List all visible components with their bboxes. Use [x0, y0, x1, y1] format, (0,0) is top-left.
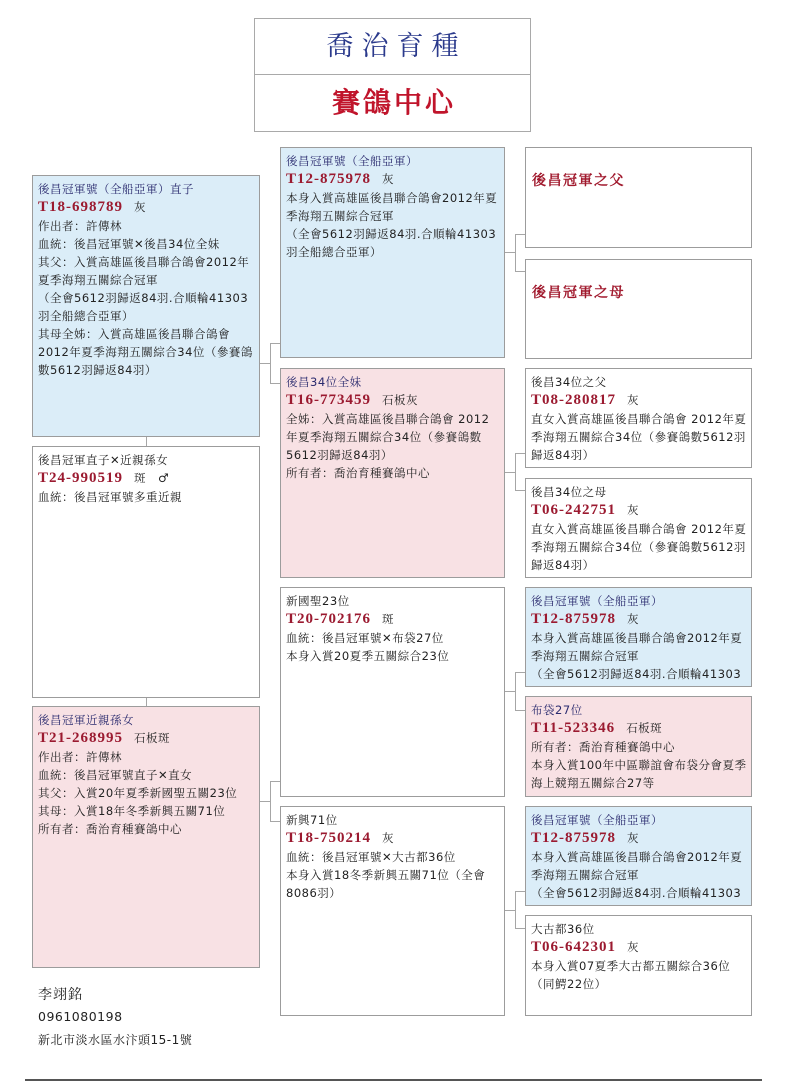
ring-number: T16-773459	[286, 392, 371, 408]
connector-line	[515, 234, 525, 235]
ring-line	[531, 829, 747, 848]
ring-line	[38, 729, 255, 748]
card-title: 後昌冠軍直子✕近親孫女	[38, 453, 169, 467]
ring-line	[286, 170, 500, 189]
card-title: 新國聖23位	[286, 594, 350, 608]
card-title: 後昌34位全妹	[286, 375, 362, 389]
pedigree-card-sire-sire-sire	[525, 147, 752, 248]
connector-line	[505, 252, 515, 253]
card-detail-line: 其母全姊：入賞高雄區後昌聯合鴿會2012年夏季海翔五關綜合34位（參賽鴿數5612羽歸返84羽）	[38, 327, 253, 377]
connector-line	[260, 363, 270, 364]
card-detail-line: 直女入賞高雄區後昌聯合鴿會 2012年夏季海翔五關綜合34位（參賽鴿數5612羽歸返84羽）	[531, 522, 747, 572]
connector-line	[515, 928, 525, 929]
connector-line	[270, 343, 280, 344]
pedigree-card-sire-dam	[280, 368, 505, 578]
ring-number: T24-990519	[38, 470, 123, 486]
plumage-color: 灰	[627, 612, 639, 626]
pedigree-card-dam-sire	[280, 587, 505, 797]
plumage-color: 斑	[382, 612, 394, 626]
ring-number: T08-280817	[531, 392, 616, 408]
ring-line	[286, 829, 500, 848]
owner-address: 新北市淡水區水汴頭15-1號	[38, 1033, 193, 1047]
loft-name: 喬治育種	[255, 19, 530, 75]
connector-line	[270, 383, 280, 384]
card-title: 布袋27位	[531, 703, 583, 717]
card-title: 後昌冠軍號（全船亞軍）	[531, 594, 663, 608]
pedigree-card-sire-dam-sire	[525, 368, 752, 468]
ring-number: T18-698789	[38, 199, 123, 215]
card-detail-line: 其父：入賞20年夏季新國聖五關23位	[38, 786, 238, 800]
card-detail-line: 本身入賞100年中區聯誼會布袋分會夏季海上競翔五關綜合27等	[531, 758, 747, 790]
ring-number: T12-875978	[531, 611, 616, 627]
loft-subtitle: 賽鴿中心	[331, 86, 456, 119]
plumage-color: 石板灰	[382, 393, 418, 407]
ring-number: T12-875978	[531, 830, 616, 846]
plumage-color: 灰	[627, 940, 639, 954]
card-title: 大古都36位	[531, 922, 595, 936]
card-title: 後昌34位之父	[531, 375, 607, 389]
connector-line	[515, 490, 525, 491]
ring-line	[286, 610, 500, 629]
connector-line	[146, 437, 147, 446]
card-detail-line: 血統：後昌冠軍號✕大古都36位	[286, 850, 456, 864]
card-detail-line: （全會5612羽歸返84羽.合順輪41303羽全船總合亞軍）	[38, 291, 249, 323]
ring-line	[38, 469, 255, 488]
card-title: 後昌34位之母	[531, 485, 607, 499]
card-detail-line: 本身入賞高雄區後昌聯合鴿會2012年夏季海翔五關綜合冠軍	[531, 850, 743, 882]
pedigree-card-dam-dam	[280, 806, 505, 1016]
connector-line	[515, 891, 525, 892]
pedigree-card-dam-sire-dam	[525, 696, 752, 797]
card-detail-line: 本身入賞20夏季五關綜合23位	[286, 649, 450, 663]
card-detail-line: 全姊：入賞高雄區後昌聯合鴿會 2012年夏季海翔五關綜合34位（參賽鴿數5612羽歸返84羽）	[286, 412, 490, 462]
plumage-color: 斑	[134, 471, 146, 485]
card-title: 後昌冠軍近親孫女	[38, 713, 134, 727]
card-title: 後昌冠軍號（全船亞軍）	[286, 154, 418, 168]
ring-number: T12-875978	[286, 171, 371, 187]
card-detail-line: 所有者：喬治育種賽鴿中心	[531, 740, 675, 754]
card-title: 後昌冠軍之父	[532, 173, 625, 189]
owner-phone: 0961080198	[38, 1009, 123, 1024]
card-title: 後昌冠軍號（全船亞軍）直子	[38, 182, 194, 196]
card-detail-line: 所有者：喬治育種賽鴿中心	[286, 466, 430, 480]
connector-line	[515, 891, 516, 929]
pedigree-card-sire-dam-dam	[525, 478, 752, 578]
ring-line	[531, 501, 747, 520]
plumage-color: 灰	[627, 393, 639, 407]
plumage-color: 灰	[627, 503, 639, 517]
ring-line	[531, 938, 747, 957]
male-symbol-icon: ♂	[158, 471, 170, 485]
connector-line	[515, 271, 525, 272]
card-detail-line: 血統：後昌冠軍號多重近親	[38, 490, 182, 504]
card-detail-line: 血統：後昌冠軍號✕後昌34位全妹	[38, 237, 220, 251]
connector-line	[515, 672, 516, 711]
card-detail-line: 血統：後昌冠軍號✕布袋27位	[286, 631, 444, 645]
card-detail-line: （全會5612羽歸返84羽.合順輪41303	[531, 667, 742, 681]
card-detail-line: 血統：後昌冠軍號直子✕直女	[38, 768, 193, 782]
card-detail-line: 作出者：許傳林	[38, 750, 122, 764]
ring-line	[38, 198, 255, 217]
ring-number: T06-242751	[531, 502, 616, 518]
card-detail-line: 直女入賞高雄區後昌聯合鴿會 2012年夏季海翔五關綜合34位（參賽鴿數5612羽歸返84羽）	[531, 412, 747, 462]
bottom-divider	[25, 1079, 762, 1081]
pedigree-card-sire-sire-dam	[525, 259, 752, 359]
connector-line	[505, 691, 515, 692]
ring-number: T11-523346	[531, 720, 616, 736]
ring-line	[531, 391, 747, 410]
connector-line	[515, 453, 516, 491]
connector-line	[270, 781, 280, 782]
ring-number: T06-642301	[531, 939, 616, 955]
connector-line	[260, 801, 270, 802]
pedigree-card-dam-dam-dam	[525, 915, 752, 1016]
card-detail-line: 其母：入賞18年冬季新興五關71位	[38, 804, 226, 818]
card-detail-line: 本身入賞高雄區後昌聯合鴿會2012年夏季海翔五關綜合冠軍	[531, 631, 743, 663]
ring-number: T21-268995	[38, 730, 123, 746]
pedigree-card-subject	[32, 446, 260, 698]
connector-line	[505, 472, 515, 473]
plumage-color: 灰	[134, 200, 146, 214]
plumage-color: 灰	[627, 831, 639, 845]
pedigree-card-sire-sire	[280, 147, 505, 358]
card-detail-line: 所有者：喬治育種賽鴿中心	[38, 822, 182, 836]
pedigree-card-sire	[32, 175, 260, 437]
connector-line	[270, 343, 271, 384]
ring-number: T20-702176	[286, 611, 371, 627]
pedigree-card-dam-sire-sire	[525, 587, 752, 687]
plumage-color: 石板斑	[626, 721, 663, 735]
ring-line	[531, 610, 747, 629]
plumage-color: 石板斑	[134, 731, 170, 745]
card-detail-line: 作出者：許傳林	[38, 219, 122, 233]
pedigree-card-dam	[32, 706, 260, 968]
connector-line	[270, 781, 271, 822]
connector-line	[515, 234, 516, 272]
card-title: 後昌冠軍之母	[532, 285, 625, 301]
card-detail-line: 本身入賞高雄區後昌聯合鴿會2012年夏季海翔五關綜合冠軍	[286, 191, 498, 223]
connector-line	[505, 910, 515, 911]
plumage-color: 灰	[382, 831, 394, 845]
card-title: 後昌冠軍號（全船亞軍）	[531, 813, 663, 827]
ring-number: T18-750214	[286, 830, 371, 846]
connector-line	[515, 710, 525, 711]
card-detail-line: 本身入賞07夏季大古都五關綜合36位（同鰐22位）	[531, 959, 731, 991]
card-detail-line: 其父：入賞高雄區後昌聯合鴿會2012年夏季海翔五關綜合冠軍	[38, 255, 250, 287]
plumage-color: 灰	[382, 172, 394, 186]
card-detail-line: （全會5612羽歸返84羽.合順輪41303	[531, 886, 742, 900]
connector-line	[515, 453, 525, 454]
card-detail-line: （全會5612羽歸返84羽.合順輪41303羽全船總合亞軍）	[286, 227, 497, 259]
owner-name: 李翊銘	[38, 987, 83, 1003]
connector-line	[515, 672, 525, 673]
pedigree-card-dam-dam-sire	[525, 806, 752, 906]
card-detail-line: 本身入賞18冬季新興五關71位（全會8086羽）	[286, 868, 486, 900]
ring-line	[286, 391, 500, 410]
title-box	[254, 18, 531, 132]
connector-line	[146, 698, 147, 706]
card-title: 新興71位	[286, 813, 338, 827]
connector-line	[270, 821, 280, 822]
ring-line	[531, 719, 747, 738]
